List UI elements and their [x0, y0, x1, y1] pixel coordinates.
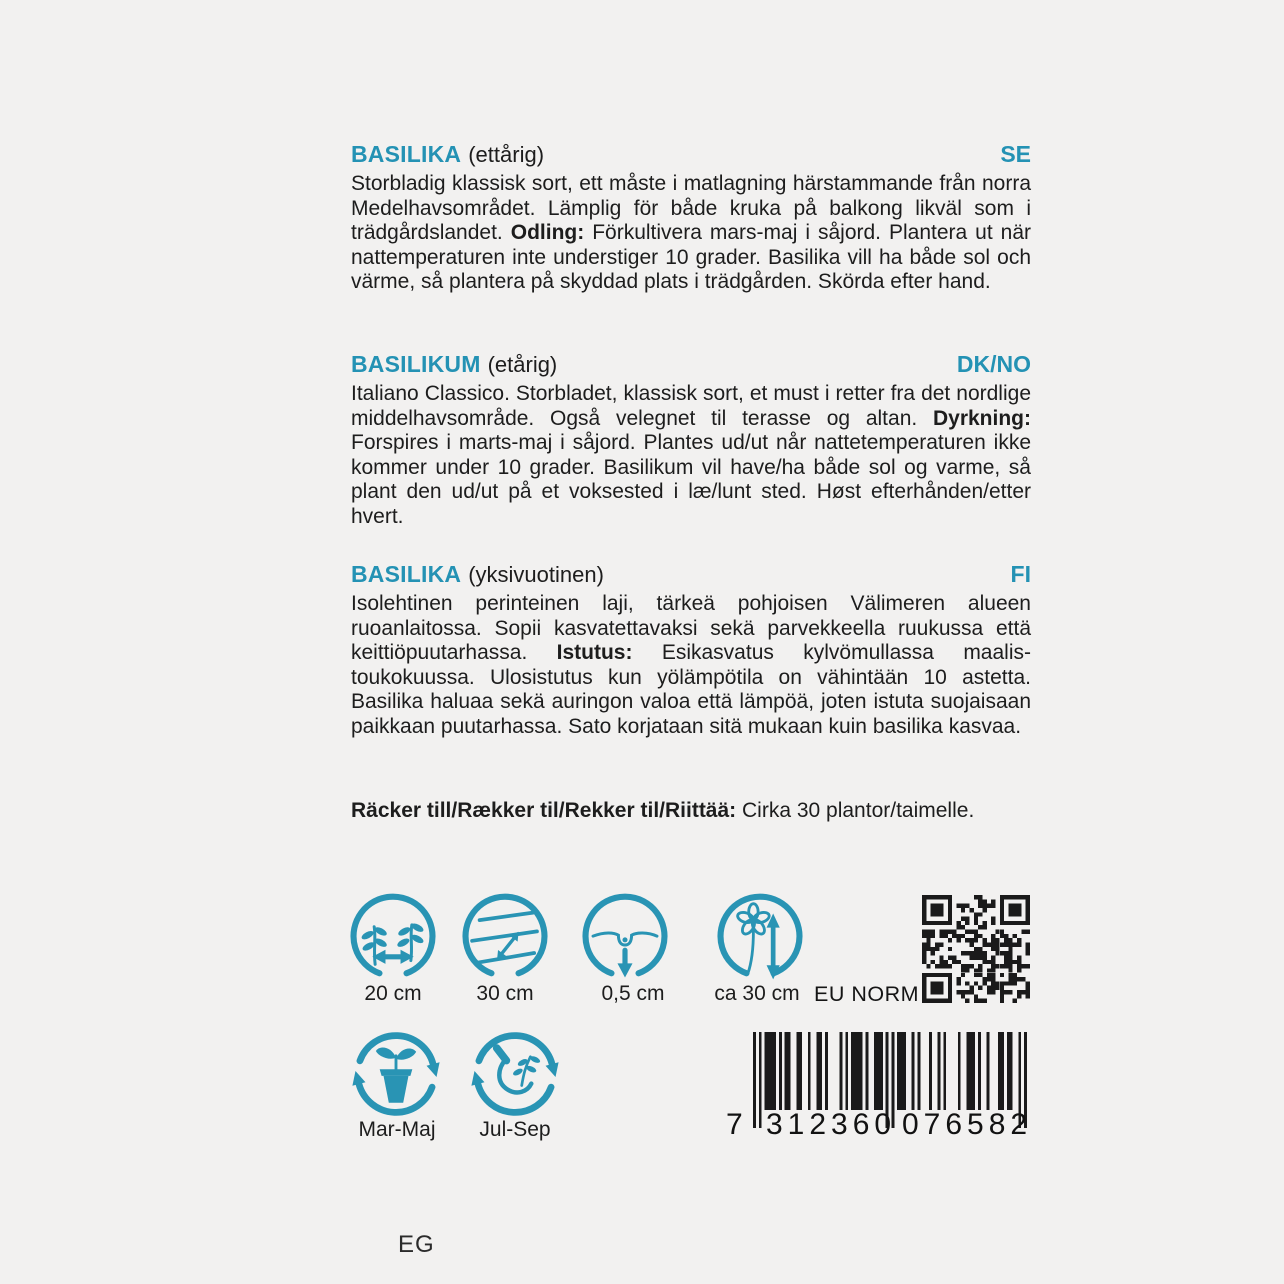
section-dkno — [351, 351, 1031, 529]
barcode-right-group: 076582 — [902, 1108, 1033, 1141]
section-heading — [351, 351, 1031, 378]
section-se — [351, 141, 1031, 295]
yield-value: Cirka 30 plantor/taimelle. — [736, 799, 975, 822]
row-spacing-icon — [458, 891, 552, 985]
description-dkno: Italiano Classico. Storbladet, klassisk sort, et must i retter fra det nordlige middelhavsområde. Også velegnet til terasse og altan. Dyrkning: Forspires i marts-maj i såjord. Plantes ud/ut når nattetemperaturen ikke kommer under 10 grader. Basilikum vil have/ha både sol og varme, så plant den ud/ut på et voksested i læ/lunt sted. Høst efterhånden/etter hvert. — [351, 382, 1031, 528]
sowing-depth-icon — [578, 891, 672, 985]
cultivation-label-dkno: Dyrkning: — [932, 406, 1031, 430]
description-se: Storbladig klassisk sort, ett måste i matlagning härstammande från norra Medelhavsområdet. Lämplig för både kruka på balkong likväl som i trädgårdslandet. Odling: Förkultivera mars-maj i såjord. Plantera ut när nattemperaturen inte understiger 10 grader. Basilika vill ha både sol och värme, så plantera på skyddad plats i trädgården. Skörda efter hand. — [351, 172, 1032, 293]
footer-code: EG — [398, 1231, 435, 1258]
variety-title-fi: BASILIKA — [351, 561, 462, 587]
yield-label: Räcker till/Rækker til/Rekker til/Riittää: — [351, 799, 737, 822]
language-code-se: SE — [1000, 141, 1031, 167]
eu-norm-label: EU NORM — [814, 982, 920, 1006]
yield-line — [351, 799, 1031, 823]
plant-spacing-icon — [346, 891, 440, 985]
language-code-dkno: DK/NO — [956, 351, 1031, 377]
cultivation-label-se: Odling: — [510, 221, 585, 244]
cultivation-label-fi: Istutus: — [556, 641, 633, 664]
section-heading — [351, 141, 1031, 168]
description-fi: Isolehtinen perinteinen laji, tärkeä pohjoisen Välimeren alueen ruoanlaitossa. Sopii kasvatettavaksi sekä parvekkeella ruukussa että keittiöpuutarhassa. Istutus: Esikasvatus kylvömullassa maalis-toukokuussa. Ulosistutus kun yölämpötila on vähintään 10 astetta. Basilika haluaa sekä auringon valoa että lämpöä, joten istuta suojaisaan paikkaan puutarhassa. Sato korjataan sitä mukaan kuin basilika kasvaa. — [351, 592, 1031, 738]
plant-height-value: ca 30 cm — [714, 982, 800, 1005]
variety-title-se: BASILIKA — [351, 141, 462, 167]
language-code-fi: FI — [1010, 561, 1031, 587]
sowing-depth-value: 0,5 cm — [601, 982, 665, 1005]
variety-subtitle-se: (ettårig) — [468, 142, 545, 167]
section-heading — [351, 561, 1031, 588]
row-spacing-value: 30 cm — [476, 982, 534, 1005]
sowing-period-icon — [348, 1026, 444, 1122]
barcode-first-digit: 7 — [726, 1108, 743, 1141]
variety-subtitle-dkno: (etårig) — [487, 352, 558, 377]
barcode-left-group: 312360 — [766, 1108, 897, 1141]
variety-subtitle-fi: (yksivuotinen) — [468, 562, 604, 587]
section-fi — [351, 561, 1031, 739]
qr-code — [922, 895, 1030, 1003]
variety-title-dkno: BASILIKUM — [351, 351, 481, 377]
harvest-period-icon — [467, 1026, 563, 1122]
plant-height-icon — [713, 891, 807, 985]
plant-spacing-value: 20 cm — [364, 982, 422, 1005]
harvest-period-value: Jul-Sep — [479, 1118, 551, 1141]
sowing-period-value: Mar-Maj — [358, 1118, 436, 1141]
